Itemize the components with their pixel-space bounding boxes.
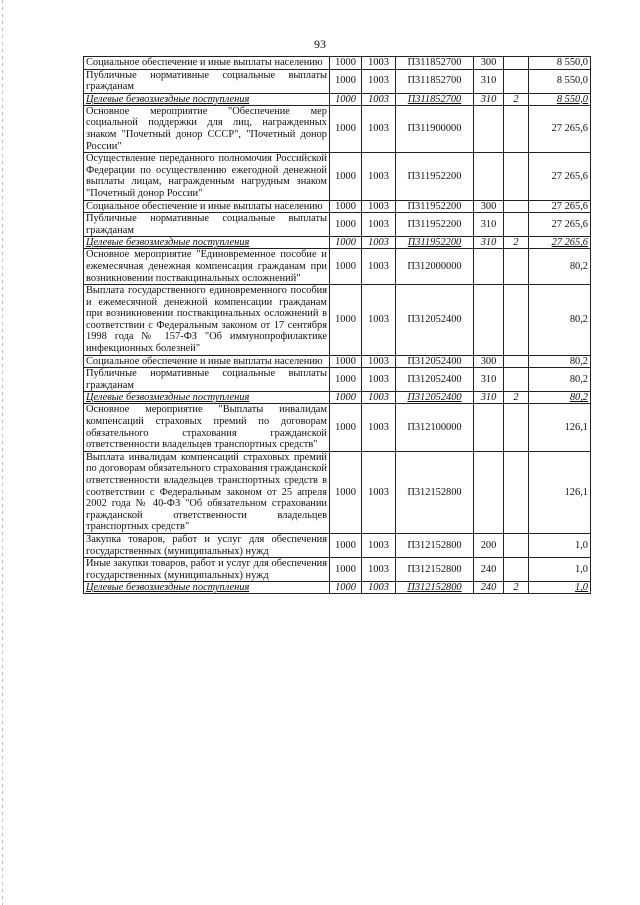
amount: 27 265,6 xyxy=(529,213,591,237)
target-article-code: П312100000 xyxy=(396,404,474,451)
amount: 80,2 xyxy=(529,392,591,404)
amount: 1,0 xyxy=(529,533,591,557)
target-article-code: П311852700 xyxy=(396,69,474,93)
table-row xyxy=(84,404,591,451)
expense-type-code: 300 xyxy=(474,200,504,213)
section-code: 1000 xyxy=(330,213,362,237)
amount: 27 265,6 xyxy=(529,105,591,152)
subsection-code: 1003 xyxy=(362,582,396,594)
funding-source-code xyxy=(504,69,529,93)
expense-type-code xyxy=(474,105,504,152)
target-article-code: П312152800 xyxy=(396,451,474,533)
funding-source-code xyxy=(504,451,529,533)
expense-name: Социальное обеспечение и иные выплаты населению xyxy=(84,57,330,70)
funding-source-code xyxy=(504,153,529,200)
expense-name: Целевые безвозмездные поступления xyxy=(84,582,330,594)
funding-source-code xyxy=(504,558,529,582)
funding-source-code: 2 xyxy=(504,582,529,594)
subsection-code: 1003 xyxy=(362,57,396,70)
subsection-code: 1003 xyxy=(362,368,396,392)
target-article-code: П311952200 xyxy=(396,153,474,200)
expense-type-code: 310 xyxy=(474,368,504,392)
table-row xyxy=(84,392,591,404)
target-article-code: П312152800 xyxy=(396,533,474,557)
expense-name: Публичные нормативные социальные выплаты гражданам xyxy=(84,69,330,93)
expense-name: Публичные нормативные социальные выплаты гражданам xyxy=(84,368,330,392)
expense-type-code xyxy=(474,451,504,533)
expense-name: Выплата государственного единовременного пособия и ежемесячной денежной компенсации гражданам при возникновении поствакцинальных осложнений в соответствии с Федеральным законом от 17 сентября 1998 года № 157-ФЗ "Об иммунопрофилактике инфекционных болезней" xyxy=(84,285,330,356)
subsection-code: 1003 xyxy=(362,249,396,285)
subsection-code: 1003 xyxy=(362,69,396,93)
expense-type-code: 300 xyxy=(474,355,504,368)
table-row xyxy=(84,533,591,557)
amount: 27 265,6 xyxy=(529,237,591,249)
table-row xyxy=(84,200,591,213)
section-code: 1000 xyxy=(330,582,362,594)
section-code: 1000 xyxy=(330,285,362,356)
expense-name: Целевые безвозмездные поступления xyxy=(84,392,330,404)
expense-type-code xyxy=(474,249,504,285)
section-code: 1000 xyxy=(330,200,362,213)
table-row xyxy=(84,355,591,368)
subsection-code: 1003 xyxy=(362,237,396,249)
amount: 8 550,0 xyxy=(529,69,591,93)
subsection-code: 1003 xyxy=(362,392,396,404)
expense-type-code xyxy=(474,404,504,451)
table-row xyxy=(84,451,591,533)
section-code: 1000 xyxy=(330,404,362,451)
amount: 8 550,0 xyxy=(529,93,591,105)
expense-name: Целевые безвозмездные поступления xyxy=(84,93,330,105)
section-code: 1000 xyxy=(330,355,362,368)
target-article-code: П312152800 xyxy=(396,558,474,582)
expense-type-code: 200 xyxy=(474,533,504,557)
section-code: 1000 xyxy=(330,249,362,285)
expense-name: Выплата инвалидам компенсаций страховых премий по договорам обязательного страхования гражданской ответственности владельцев транспортных средств в соответствии с Федеральным законом от 25 апреля 2002 года № 40-ФЗ "Об обязательном страховании гражданской ответственности владельцев транспортных средств" xyxy=(84,451,330,533)
subsection-code: 1003 xyxy=(362,93,396,105)
amount: 8 550,0 xyxy=(529,57,591,70)
expense-name: Целевые безвозмездные поступления xyxy=(84,237,330,249)
subsection-code: 1003 xyxy=(362,213,396,237)
expense-type-code: 300 xyxy=(474,57,504,70)
target-article-code: П311952200 xyxy=(396,200,474,213)
section-code: 1000 xyxy=(330,451,362,533)
expense-name: Основное мероприятие "Обеспечение мер социальной поддержки для лиц, награжденных знаком "Почетный донор СССР", "Почетный донор России" xyxy=(84,105,330,152)
funding-source-code xyxy=(504,285,529,356)
expense-type-code: 240 xyxy=(474,582,504,594)
table-row xyxy=(84,249,591,285)
subsection-code: 1003 xyxy=(362,451,396,533)
expense-type-code: 310 xyxy=(474,69,504,93)
expense-name: Основное мероприятие "Единовременное пособие и ежемесячная денежная компенсация гражданам при возникновении поствакцинальных осложнений" xyxy=(84,249,330,285)
target-article-code: П312000000 xyxy=(396,249,474,285)
subsection-code: 1003 xyxy=(362,558,396,582)
funding-source-code xyxy=(504,105,529,152)
funding-source-code xyxy=(504,57,529,70)
funding-source-code xyxy=(504,355,529,368)
target-article-code: П312052400 xyxy=(396,392,474,404)
funding-source-code xyxy=(504,200,529,213)
amount: 1,0 xyxy=(529,582,591,594)
target-article-code: П311952200 xyxy=(396,213,474,237)
target-article-code: П311852700 xyxy=(396,93,474,105)
section-code: 1000 xyxy=(330,69,362,93)
expense-type-code: 240 xyxy=(474,558,504,582)
subsection-code: 1003 xyxy=(362,153,396,200)
funding-source-code: 2 xyxy=(504,93,529,105)
expense-type-code: 310 xyxy=(474,93,504,105)
table-row xyxy=(84,558,591,582)
subsection-code: 1003 xyxy=(362,285,396,356)
expense-name: Социальное обеспечение и иные выплаты населению xyxy=(84,200,330,213)
target-article-code: П311852700 xyxy=(396,57,474,70)
subsection-code: 1003 xyxy=(362,533,396,557)
funding-source-code xyxy=(504,249,529,285)
scan-edge-artifact xyxy=(2,0,3,905)
amount: 1,0 xyxy=(529,558,591,582)
target-article-code: П312052400 xyxy=(396,368,474,392)
section-code: 1000 xyxy=(330,368,362,392)
amount: 80,2 xyxy=(529,285,591,356)
expense-name: Закупка товаров, работ и услуг для обеспечения государственных (муниципальных) нужд xyxy=(84,533,330,557)
funding-source-code xyxy=(504,404,529,451)
section-code: 1000 xyxy=(330,533,362,557)
expense-name: Публичные нормативные социальные выплаты гражданам xyxy=(84,213,330,237)
subsection-code: 1003 xyxy=(362,200,396,213)
table-row xyxy=(84,213,591,237)
funding-source-code: 2 xyxy=(504,392,529,404)
section-code: 1000 xyxy=(330,392,362,404)
amount: 27 265,6 xyxy=(529,153,591,200)
table-row xyxy=(84,285,591,356)
expense-type-code: 310 xyxy=(474,213,504,237)
table-row xyxy=(84,93,591,105)
table-row xyxy=(84,237,591,249)
expense-name: Основное мероприятие "Выплаты инвалидам компенсаций страховых премий по договорам обязательного страхования гражданской ответственности владельцев транспортных средств" xyxy=(84,404,330,451)
funding-source-code: 2 xyxy=(504,237,529,249)
expense-type-code: 310 xyxy=(474,237,504,249)
section-code: 1000 xyxy=(330,558,362,582)
table-row xyxy=(84,105,591,152)
amount: 27 265,6 xyxy=(529,200,591,213)
table-row xyxy=(84,368,591,392)
section-code: 1000 xyxy=(330,105,362,152)
target-article-code: П311900000 xyxy=(396,105,474,152)
section-code: 1000 xyxy=(330,153,362,200)
amount: 80,2 xyxy=(529,249,591,285)
target-article-code: П311952200 xyxy=(396,237,474,249)
expense-name: Осуществление переданного полномочия Российской Федерации по осуществлению ежегодной денежной выплаты лицам, награжденным нагрудным знаком "Почетный донор России" xyxy=(84,153,330,200)
table-row xyxy=(84,57,591,70)
expense-name: Социальное обеспечение и иные выплаты населению xyxy=(84,355,330,368)
amount: 80,2 xyxy=(529,355,591,368)
funding-source-code xyxy=(504,213,529,237)
amount: 126,1 xyxy=(529,451,591,533)
budget-table xyxy=(83,56,591,594)
section-code: 1000 xyxy=(330,57,362,70)
amount: 80,2 xyxy=(529,368,591,392)
subsection-code: 1003 xyxy=(362,355,396,368)
funding-source-code xyxy=(504,368,529,392)
section-code: 1000 xyxy=(330,93,362,105)
expense-type-code xyxy=(474,285,504,356)
expense-name: Иные закупки товаров, работ и услуг для обеспечения государственных (муниципальных) нужд xyxy=(84,558,330,582)
section-code: 1000 xyxy=(330,237,362,249)
page-number: 93 xyxy=(314,37,326,51)
table-row xyxy=(84,69,591,93)
expense-type-code xyxy=(474,153,504,200)
target-article-code: П312152800 xyxy=(396,582,474,594)
target-article-code: П312052400 xyxy=(396,355,474,368)
funding-source-code xyxy=(504,533,529,557)
expense-type-code: 310 xyxy=(474,392,504,404)
table-row xyxy=(84,153,591,200)
amount: 126,1 xyxy=(529,404,591,451)
subsection-code: 1003 xyxy=(362,404,396,451)
table-row xyxy=(84,582,591,594)
subsection-code: 1003 xyxy=(362,105,396,152)
target-article-code: П312052400 xyxy=(396,285,474,356)
